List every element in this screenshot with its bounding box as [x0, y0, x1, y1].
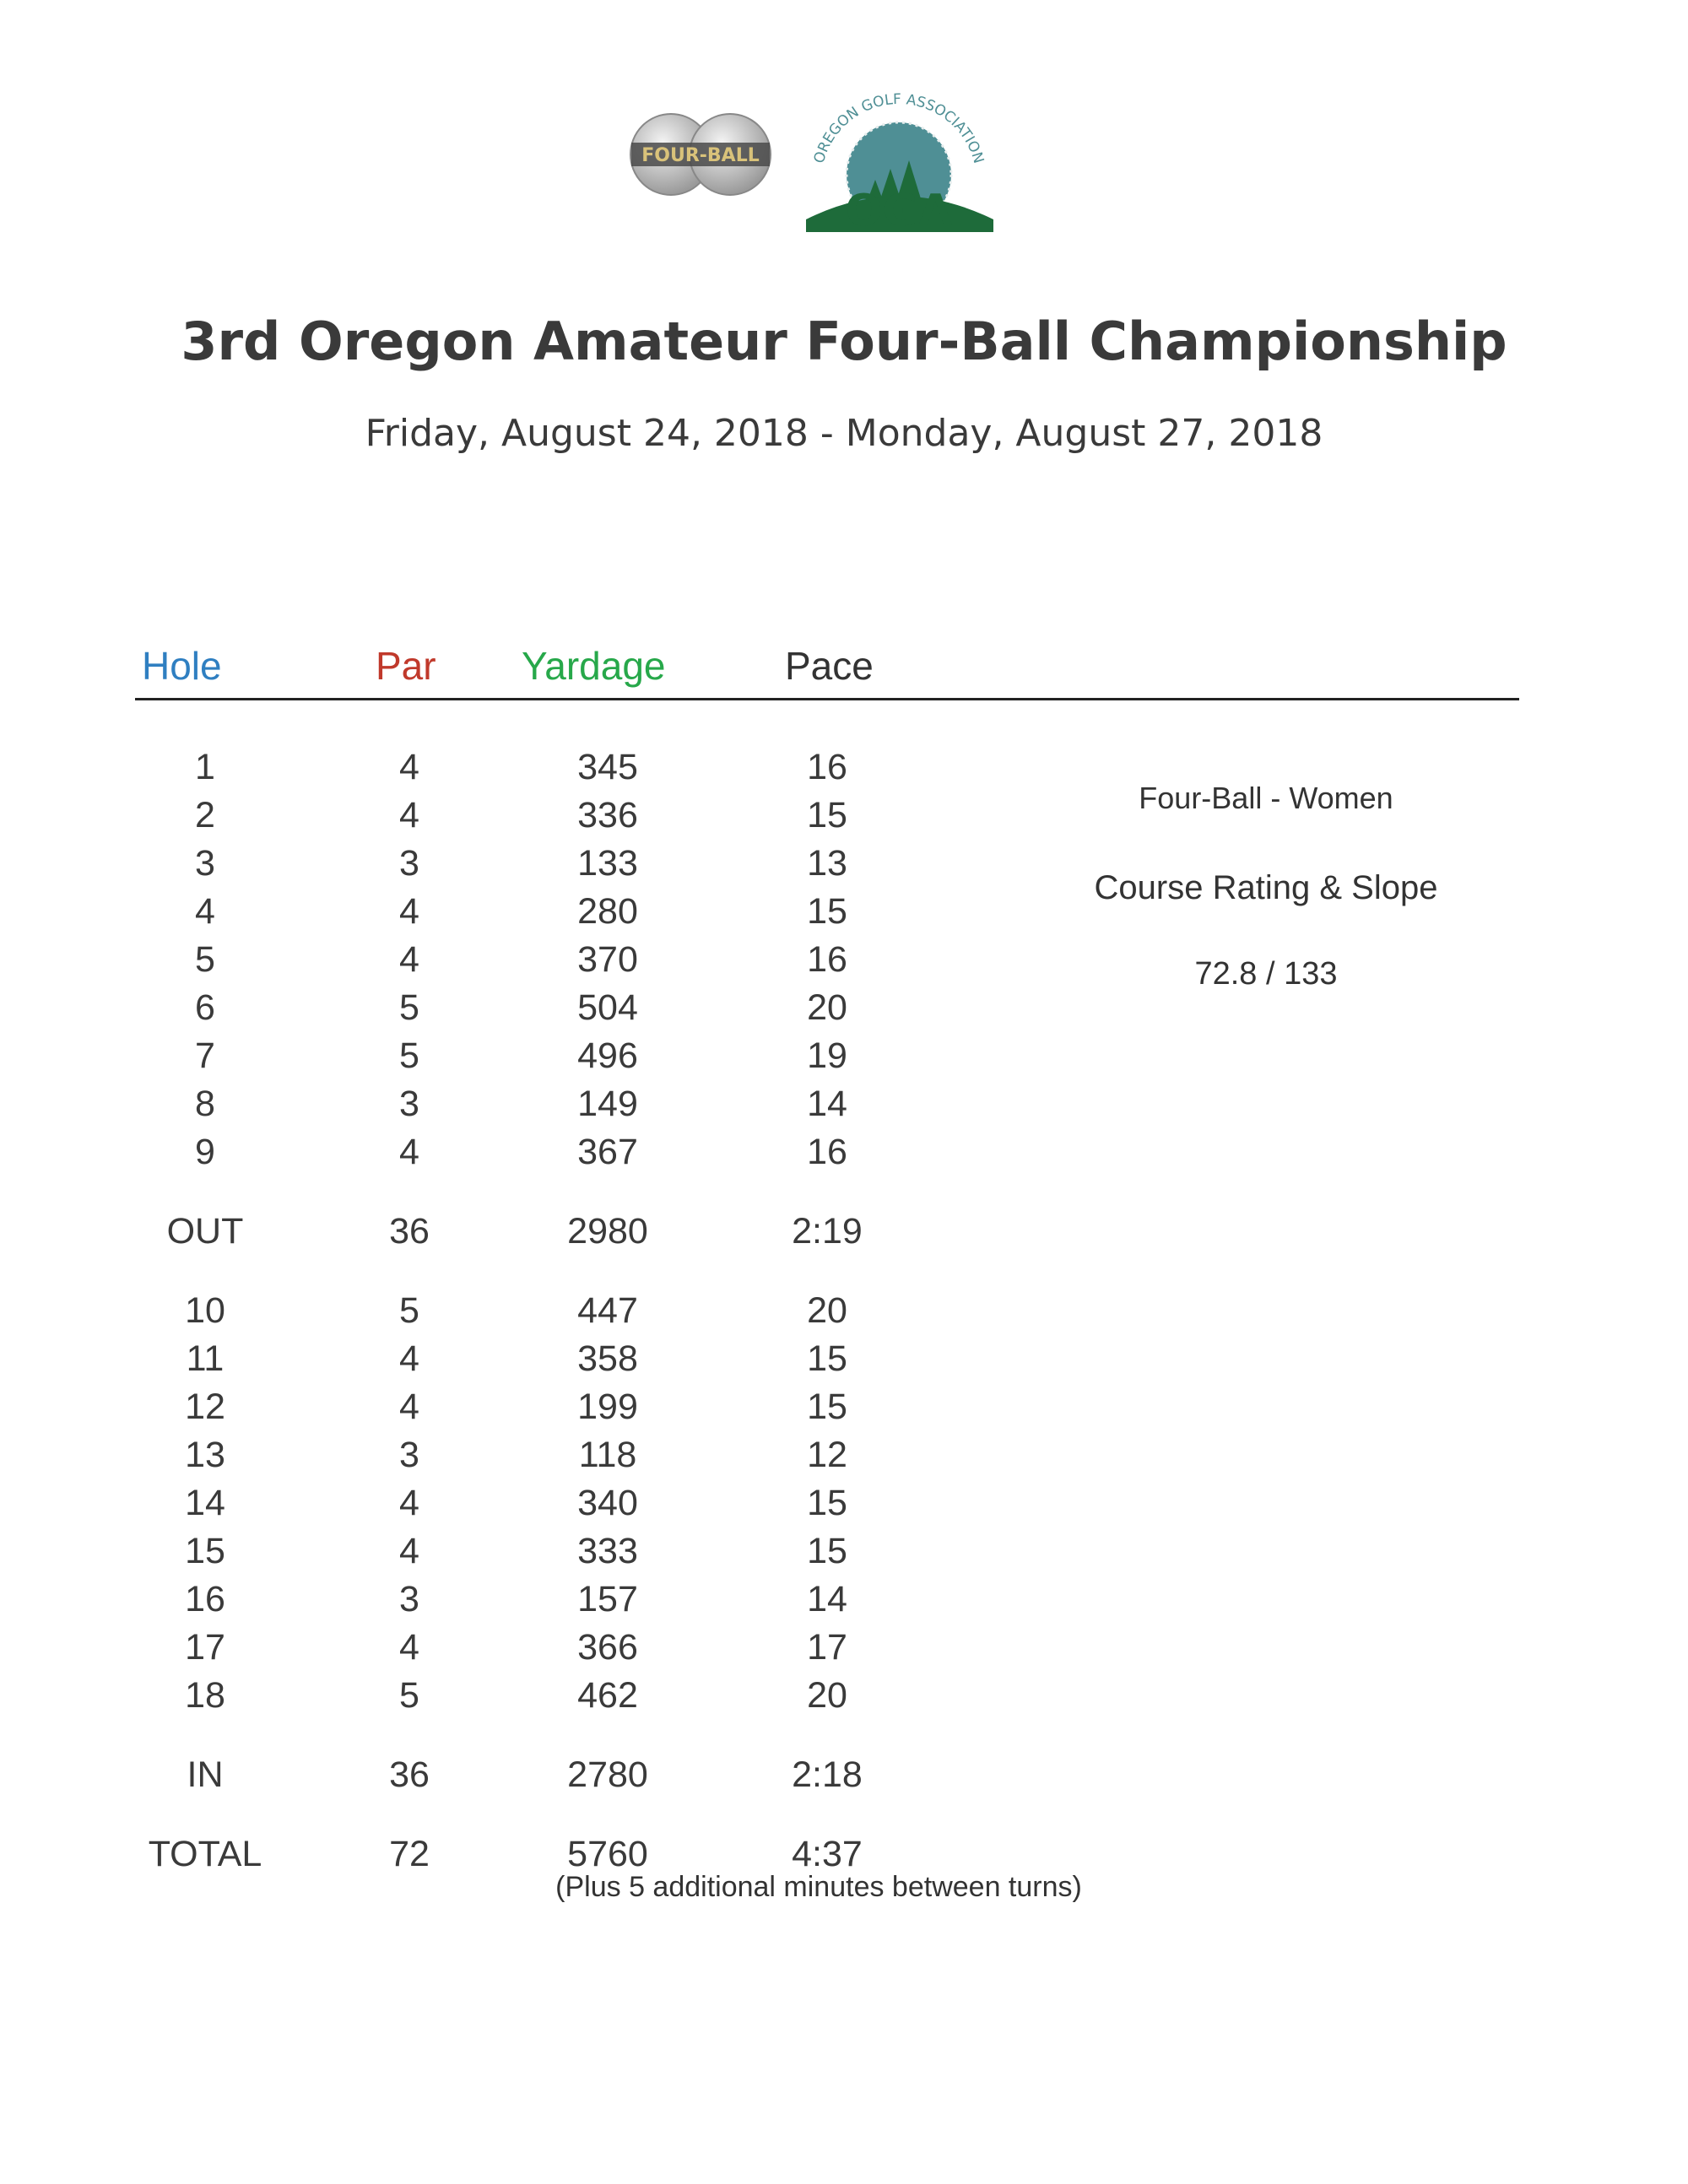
subtotal-row-in [0, 1754, 928, 1802]
yardage-cell: 280 [577, 891, 638, 932]
column-header-yardage: Yardage [522, 644, 666, 688]
par-cell: 36 [389, 1754, 430, 1795]
table-row [0, 1675, 928, 1722]
pace-cell: 15 [807, 891, 847, 932]
pace-cell: 15 [807, 795, 847, 835]
table-row [0, 987, 928, 1035]
yardage-cell: 336 [577, 795, 638, 835]
hole-cell: 3 [195, 843, 215, 884]
yardage-cell: 370 [577, 939, 638, 980]
column-header-pace: Pace [785, 644, 874, 688]
column-header-par: Par [376, 644, 436, 688]
yardage-cell: 2980 [567, 1211, 648, 1251]
division-label: Four-Ball - Women [1139, 781, 1393, 815]
table-row [0, 1035, 928, 1083]
hole-cell: 12 [185, 1387, 225, 1427]
par-cell: 4 [399, 1483, 419, 1523]
course-rating-label: Course Rating & Slope [1094, 869, 1438, 906]
par-cell: 3 [399, 1435, 419, 1475]
hole-cell: 11 [186, 1338, 225, 1379]
yardage-cell: 447 [577, 1290, 638, 1331]
table-row [0, 1627, 928, 1674]
yardage-cell: 149 [577, 1084, 638, 1124]
pace-cell: 15 [807, 1387, 847, 1427]
pace-cell: 20 [807, 1675, 847, 1716]
course-rating-value: 72.8 / 133 [1194, 956, 1338, 992]
table-row [0, 1531, 928, 1578]
par-cell: 4 [399, 747, 419, 787]
table-row [0, 1579, 928, 1626]
yardage-cell: 5760 [567, 1834, 648, 1874]
par-cell: 36 [389, 1211, 430, 1251]
pace-cell: 16 [807, 939, 847, 980]
table-row [0, 795, 928, 842]
hole-cell: 2 [195, 795, 215, 835]
header-divider [135, 698, 1519, 700]
hole-cell: 10 [185, 1290, 225, 1331]
par-cell: 5 [399, 987, 419, 1028]
table-row [0, 1387, 928, 1434]
yardage-cell: 157 [577, 1579, 638, 1619]
table-row [0, 1435, 928, 1482]
par-cell: 4 [399, 939, 419, 980]
yardage-cell: 504 [577, 987, 638, 1028]
hole-cell: 8 [195, 1084, 215, 1124]
pace-cell: 14 [807, 1579, 847, 1619]
yardage-cell: 345 [577, 747, 638, 787]
par-cell: 4 [399, 1387, 419, 1427]
yardage-cell: 367 [577, 1132, 638, 1172]
yardage-cell: 366 [577, 1627, 638, 1668]
oga-logo-letters: OGA [845, 186, 953, 232]
hole-cell: 9 [195, 1132, 215, 1172]
par-cell: 4 [399, 1338, 419, 1379]
par-cell: 4 [399, 1627, 419, 1668]
yardage-cell: 118 [578, 1435, 637, 1475]
table-row [0, 939, 928, 987]
pace-cell: 15 [807, 1338, 847, 1379]
four-ball-logo-text: FOUR-BALL [641, 145, 760, 166]
pace-cell: 2:18 [792, 1754, 863, 1795]
hole-cell: OUT [166, 1211, 244, 1251]
oga-logo [798, 80, 1000, 232]
hole-cell: 17 [185, 1627, 225, 1668]
table-row [0, 891, 928, 938]
hole-cell: IN [187, 1754, 224, 1795]
hole-cell: TOTAL [148, 1834, 262, 1874]
pace-cell: 15 [807, 1531, 847, 1571]
par-cell: 72 [389, 1834, 430, 1874]
event-dates: Friday, August 24, 2018 - Monday, August 27, 2018 [365, 412, 1323, 455]
page-title: 3rd Oregon Amateur Four-Ball Championship [181, 311, 1507, 372]
yardage-cell: 340 [577, 1483, 638, 1523]
hole-cell: 18 [185, 1675, 225, 1716]
pace-cell: 16 [807, 747, 847, 787]
par-cell: 5 [399, 1035, 419, 1076]
subtotal-row-out [0, 1211, 928, 1258]
yardage-cell: 2780 [567, 1754, 648, 1795]
pace-cell: 17 [807, 1627, 847, 1668]
pace-cell: 15 [807, 1483, 847, 1523]
pace-cell: 13 [807, 843, 847, 884]
table-row [0, 1483, 928, 1530]
pace-cell: 20 [807, 987, 847, 1028]
table-row [0, 1338, 928, 1386]
par-cell: 4 [399, 1531, 419, 1571]
pace-note: (Plus 5 additional minutes between turns) [555, 1871, 1082, 1903]
hole-cell: 7 [195, 1035, 215, 1076]
par-cell: 4 [399, 1132, 419, 1172]
yardage-cell: 199 [577, 1387, 638, 1427]
hole-cell: 6 [195, 987, 215, 1028]
table-row [0, 747, 928, 794]
yardage-cell: 358 [577, 1338, 638, 1379]
oga-logo-arc-text: OREGON GOLF ASSOCIATION [810, 90, 987, 166]
par-cell: 5 [399, 1290, 419, 1331]
hole-cell: 4 [195, 891, 215, 932]
pace-cell: 2:19 [792, 1211, 863, 1251]
yardage-cell: 333 [577, 1531, 638, 1571]
pace-cell: 20 [807, 1290, 847, 1331]
pace-cell: 16 [807, 1132, 847, 1172]
pace-cell: 14 [807, 1084, 847, 1124]
pace-cell: 19 [807, 1035, 847, 1076]
hole-cell: 13 [185, 1435, 225, 1475]
pace-cell: 12 [807, 1435, 847, 1475]
par-cell: 5 [399, 1675, 419, 1716]
table-row [0, 1084, 928, 1131]
table-row [0, 843, 928, 890]
par-cell: 4 [399, 795, 419, 835]
four-ball-logo [625, 112, 776, 197]
yardage-cell: 133 [577, 843, 638, 884]
hole-cell: 1 [195, 747, 215, 787]
par-cell: 3 [399, 1579, 419, 1619]
hole-cell: 15 [185, 1531, 225, 1571]
logo-area [0, 80, 1688, 232]
column-header-hole: Hole [142, 644, 222, 688]
table-row [0, 1132, 928, 1179]
hole-cell: 16 [185, 1579, 225, 1619]
pace-cell: 4:37 [792, 1834, 863, 1874]
par-cell: 3 [399, 843, 419, 884]
hole-cell: 14 [185, 1483, 225, 1523]
par-cell: 3 [399, 1084, 419, 1124]
par-cell: 4 [399, 891, 419, 932]
yardage-cell: 462 [577, 1675, 638, 1716]
table-row [0, 1290, 928, 1338]
hole-cell: 5 [195, 939, 215, 980]
yardage-cell: 496 [577, 1035, 638, 1076]
